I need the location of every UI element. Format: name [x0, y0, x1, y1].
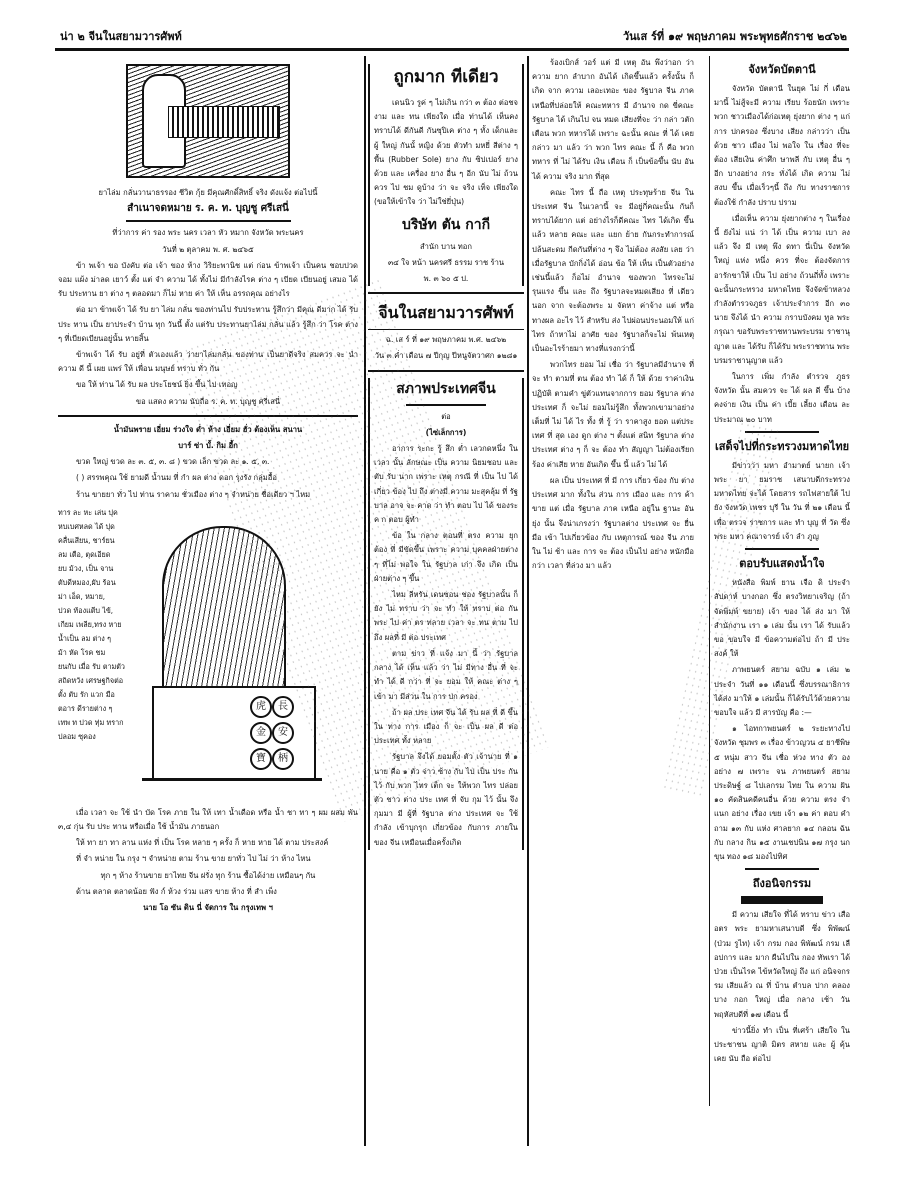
certifier: สำเนาจดหมาย ร. ค. ท. บุญชู ศรีเสนี่ [127, 203, 289, 215]
ailment-item: สถิดหวัง เศรษฐกิจต่อ [58, 675, 124, 685]
product-box [152, 686, 316, 780]
article-subtitle: (ไซ่เล็กการ) [425, 427, 467, 437]
article-paragraph: ข้อ ใน กลาง ตอนที่ ตรง ความ ยุก ต้อง ที่ มีขัดขึ้น เพราะ ความ บุคคลฝ่ายต่าง ๆ ที่ไม่ พอใจ ใน รัฐบาล เก่า จึง เกิด เป็น ฝ่ายต่าง ๆ ขึ้น [374, 531, 518, 583]
letter-paragraph: ข้าพเจ้า ได้ รับ อยู่ที่ ตัวเองแล้ว ว่ายาไล่มกลั่น ของท่าน เป็นยาดีจริง สมควร จะ นำ ความ ดี นี้ เผย แพร่ ให้ เพื่อน มนุษย์ ทราบ ทั่ว กัน [58, 350, 358, 374]
article-paragraph: รัฐบาล จึงได้ ยอมตั้ง ตัว เจ้านาย ที่ ๑ นาย คือ ๑ ตัว จ่าว ซ้าง กับ ไป เป็น ประ กัน ไว้ กับ พวก ไทร เต็ก จะ ให้พวก ไทร ปล่อย ตัว ชาว ต่าง ประ เทศ ที่ จับ กุม ไว้ นั้น จึงกุมมา มี ผู้ที่ รัฐบาล ต่าง ประเทศ จะ ใช้ กำลัง เข้าบุกรุก เกี่ยวข้อง กับการ ภายใน ของ จีน เหมือนเมื่อครั้งเกิด [374, 752, 518, 847]
running-head [60, 27, 847, 47]
ailment-item: เกียม เพลีย,ทรง หาย [58, 619, 122, 629]
ground-line [142, 778, 322, 781]
letter-paragraph: ขอ ให้ ท่าน ได้ รับ ผล ประโยชน์ ยิ่ง ขึ้น ไป เทอญ [76, 380, 238, 390]
company-name: บริษัท ตัน กากี [401, 216, 491, 233]
news-paragraph: ข่าวนี้ยิ่ง ทำ เป็น ที่เศร้า เสียใจ ในประชาชน ญาติ มิตร สหาย และ ผู้ คุ้น เคย นับ ถือ ต่อไป [714, 1025, 850, 1064]
letter-paragraph: ต่อ มา ข้าพเจ้า ได้ รับ ยา ไล่ม กลั่น ของท่านไป รับประทาน รู้สึกว่า มีคุณ ดีมาก ได้ รับ ประ ทาน เป็น ยาประจำ บ้าน ทุก วันนี้ ตั้ง แต่รับ ประทานยาไล่ม กลั่น แล้ว รู้สึก ว่า โรค ต่าง ๆ ที่เบียดเบียนอยู่นั้น หายสิ้น [58, 305, 358, 343]
ailment-item: ปลอม ซุคอง [58, 731, 96, 741]
news-paragraph: มี ความ เสียใจ ที่ได้ ทราบ ข่าว เสือ อตร พระ ยามหาเสนาบดี ซึ่ง พิพัฒน์ (ป่วม รูไท) เจ้า กรม กอง พิพัฒน์ กรม เลือปการ และ มาก ผืนไปใน กอง ทัพเรา ได้ ป่วย เป็นไรค ไข้หวัดใหญ่ ถึง แก่ อนิจจกรรม เสียแล้ว ณ ที่ บ้าน ตำบล ปาก คลอง บาง กอก ใหญ่ เมื่อ กลาง เช้า วัน พฤหัสบดีที่ ๑๗ เดือน นี้ [714, 910, 850, 1019]
article-paragraph: คณะ ไทร นี้ ถือ เหตุ ประทุษร้าย จีน ในประเทศ จีน ในเวลานี้ จะ มีอยู่กี่คณะนั้น กันก็ ทราบได้ยาก แต่ อย่างไรก็ดีคณะ ไทร ได้เกิด ขึ้นแล้ว หลาย คณะ และ แยก ย้าย กันกระทำการณ์ ปล้นสะดม กีดกันที่ต่าง ๆ จึง ไม่ต้อง สงสัย เลย ว่า เมื่อรัฐบาล บักกิ่งได้ อ่อน ข้อ ให้ เห็น เป็นตัวอย่างเช่นนี้แล้ว ก็อไม่ อำนาจ ของพวก ไทรจะไม่ รุนแรง ขึ้น และ ถึง รัฐบาลจะหมดเสียง ที่ เดียว นอก จาก จะต้องพระ ม จัดหา ค่าจ้าง แต่ หรือ ทางผล อะไร ไว้ สำหรับ ส่ง ไปผ่อนประนอมให้ แก่ไทร ถ้าหาไม่ อาศัย ของ รัฐบาลก็จะไม่ พ้นเหตุเป็นอะไรร้ายมา ทางที่แรงกว่านี้ [532, 187, 694, 354]
news-paragraph: เมื่อเห็น ความ ยุ่งยากต่าง ๆ ในเรื่อง นี้ ยังไม่ แน่ ว่า ได้ เป็น ความ เบา ลง แล้ว จึง มี เหตุ พึง ดทา นี่เป็น จังหวัด ใหญ่ แห่ง หนึ่ง ควร ที่จะ ต้องจัดการอารักขาให้ เป็น ไป อย่าง ถ้วนถี่ทั้ง เพราะฉะนั้นกระทรวง มหาดไทย จึงจัดข้าหลวง กำลังตำรวจภูธร เจ้าประจำการ อีก ๓๐ นาย จึงได้ นำ ความ กราบบังคม ทูล พระ กรุณา ขอรับพระราชทานพระบรม ราชานุญาต และ ได้รับ ก็ได้รับ พระราชทาน พระ บรมราชานุญาต แล้ว [714, 213, 850, 365]
article-paragraph: ไหม ลีหรัน เดนซอน ชอง รัฐบาลนั้น ก็ ยัง ไม่ ทราบ ว่า จะ ทำ ให้ ทราบ ต่อ กัน พระ ไป ค่า ตร ทลาย เวลา จะ ทน ตาม ไป ถึง ผลที่ มี ต่อ ประเทศ [374, 590, 518, 642]
chinese-glyph: 安 [272, 722, 294, 744]
section-title-pattani: จังหวัดบัตตานี [748, 63, 816, 76]
header-rule [55, 48, 849, 51]
issue-line: ฉ. เส ร์ ที่ ๑๙ พฤษภาคม พ.ศ. ๒๔๖๒ [385, 335, 507, 345]
chinese-glyph: 長 [272, 696, 294, 718]
column-2 [368, 56, 524, 852]
ailment-list [58, 506, 136, 744]
divider [126, 220, 291, 222]
letter-date: วันที่ ๒ ตุลาคม พ. ศ. ๒๔๖๕ [162, 244, 254, 254]
page-number-and-paper-name: น่า ๒ จีนในสยามวารศัพท์ [60, 30, 182, 43]
agent-line: นาย โอ ซัน ดิน นี่ จัดการ ใน กรุงเทพ ฯ [143, 903, 273, 913]
ad-headline: ถูกมาก ทีเดียว [393, 67, 499, 87]
article-continued: ต่อ [441, 411, 451, 421]
letter-address: ที่ว่าการ ค่า รอง พระ นคร เวลา หัว หมาก จังหวัด พระนคร [112, 228, 304, 238]
ailment-item: ลม เตือ, ตุดเอียด [58, 549, 111, 559]
ailment-item: ปวด ท้องแตีบ ไข้, [58, 605, 114, 615]
article-title: สภาพประเทศจีน [396, 380, 496, 397]
article-paragraph: พวกไทร ยอม ไม่ เชื่อ ว่า รัฐบาลมีอำนาจ ที่จะ ทำ ตามที่ ตน ต้อง ทำ ได้ ก็ ให้ ด้วย ราค่าเงิน ปฏิบัติ ตามคำ ขู่ตัวแทนจากการ ยอม รัฐบาล ต่าง ประเทศ ก็ จะไม่ ยอมไม่รู้สึก ทั้งพวกเขามาอย่าง เต็มที่ ไม่ ได้ ไร ทั้ง ที่ รู้ ว่า ราคาสูง ยอด แต่ประ เทศ ที่ สุด เอง ดูก ต่าง ฯ ตั้งแต่ สนิท รัฐบาล ต่างประเทศ ต่าง ๆ ก็ จะ ต้อง ทำ สัญญา ไม่ต้องเรียก ร้อง ค่าเสีย หาย อันเกิด ขึ้น นี้ แล้ว ไม่ ได้ [532, 360, 694, 469]
divider [368, 292, 524, 294]
article-paragraph: ตาม ข่าว ที่ แจ้ง มา นี้ ว่า รัฐบาล กลาง ได้ เห็น แล้ว ว่า ไม่ มีทาง อื่น ที่ จะ ทำ ได้ ดี กว่า ที่ จะ ยอม ให้ คณะ ต่าง ๆ เข้า มา มีส่วน ใน การ ปก ครอง [374, 648, 518, 701]
illustration-man-with-roll [126, 64, 290, 178]
tiger-balm-ad [58, 506, 358, 806]
usage-line: เมื่อ เวลา จะ ใช้ นำ บัด โรค ภาย ใน ให้ เทา น้ำเดือด หรือ น้ำ ชา ทา ๆ ผม ผสม พัน ๓,๔ กุ่น รับ ประ ทาน หรือเมื่อ ใช้ น้ำมัน ภายนอก [58, 807, 358, 832]
notice-line: ขวด ใหญ่ ขวด ละ ๓. ๕, ๓. ๘ ) ขวด เล็ก ขวด ละ ๑. ๕, ๓. [76, 457, 270, 467]
news-paragraph: ภาพยนตร์ สยาม ฉบับ ๑ เล่ม ๒ ประจำ วันที่ ๑๑ เดือนนี้ ซึ่งบรรณาธิการได้ส่ง มาให้ ๑ เล่มนั้น ก็ได้รับไว้ด้วยความขอบใจ แล้ว มี สารบัญ คือ :— [714, 665, 850, 717]
chinese-glyph: 金 [250, 722, 272, 744]
usage-line: ทุก ๆ ห้าง ร้านขาย ยาไทย จีน ฝรั่ง ทุก ร้าน ซื้อได้ง่าย เหมือนๆ กัน [100, 870, 316, 880]
ailment-item: คลื่นเสียน, ชาร์ยน [58, 535, 115, 545]
column-divider [709, 56, 710, 1106]
usage-line: ให้ ทา ยา ทา ลาน แห่ง ที่ เป็น โรค หลาย ๆ ครั้ง ก็ หาย หาย ได้ ตาม ประสงค์ [76, 838, 329, 848]
ailment-item: ตับดีหมอง,ผับ ร้อน [58, 577, 116, 587]
article-paragraph: อาการ ระกะ รู้ สึก ต่ำ เลวกดหนึ่ง ในเวลา นั้น ลักษณะ เป็น ความ นิยมชอบ และ ตับ รับ นาก เพราะ เหตุ กรณี ที่ เป็น ไป ได้ เกี่ยว ข้อง ไป ถึง ต่างมี ความ มะสุคลุ้ม ที่ รัฐ บาล อาจ จะ คาด ว่า ทำ ตอบ ไป ได้ ของระ ค ก ตอบ ผู้ทำ [374, 444, 518, 525]
ailment-item: ยนกับ เมื่อ รับ ตามตัว [58, 661, 125, 671]
section-title-interior-ministry: เสด็จไปที่กระทรวงมหาดไทย [714, 439, 850, 453]
ailment-item: น้ำเป็น ลม ต่าง ๆ [58, 633, 111, 643]
notice-line: ( ) สรรพคุณ ใช้ ยามดี น้ำนม ที่ กำ ผล ต่าง ดอก รุงรัง กลุ่มอื้อ [76, 473, 277, 483]
company-address: ๓๔ ใจ หน้า นครศรี ธรรม ราช ร้าน [387, 257, 505, 267]
ailment-item: ม่า เอ็ด, หมาย, [58, 591, 106, 601]
issue-date: วันเส ร์ที่ ๑๙ พฤษภาคม พระพุทธศักราช ๒๔๖๒ [622, 30, 847, 43]
usage-line: ด้าน ตลาด ตลาดน้อย ฟัง ก์ ห้วง ร่วม แสร ขาย ห้าง ที่ สำ เพ็ง [76, 886, 277, 896]
ailment-item: ตอาร ดีรายต่าง ๆ [58, 703, 113, 713]
column-4-news [714, 56, 850, 1068]
notice-subtitle: บาร์ ซ่า บั้. กิม อี้ก [178, 441, 238, 451]
news-paragraph: หนังสือ พิมพ์ ยาน เจือ ดิ ประจำ สัปดาห์ บางกอก ซึ่ง ตรงวิทยาเจริญ (ถ้าจัดพิมพ์ ขยาย) เจ้า ของ ได้ ส่ง มา ให้ สำนักงาน เรา ๑ เล่ม นั้น เรา ได้ รับแล้ว ขอ ขอบใจ มี ข้อความต่อไป ถ้า มี ประ สงค์ ให้ [714, 578, 850, 659]
ailment-item: ตั้ง ตับ รัก แวก มือ [58, 689, 115, 699]
tiger-illustration [142, 526, 322, 786]
chinese-glyph: 虎 [250, 696, 272, 718]
news-paragraph: ในการ เพิ่ม กำลัง ตำรวจ ภูธร จังหวัด นั้น สมควร จะ ได้ ผล ดี ขึ้น บ้าง คงจ่าย เงิน เป็น ค่า เบี้ย เลี้ยง เดือน ละ ประมาณ ๒๐ บาท [714, 372, 850, 424]
mourning-bar [741, 896, 823, 904]
notice-title: น้ำมันพราย เอี่ยม ร่วงใจ ด่ำ ห้าง เอี่ยม ฮั่ว ต้องเห็น สนาน [113, 424, 303, 434]
chinese-glyph: 柄 [272, 748, 294, 770]
rubber-goods-ad [368, 64, 524, 286]
column-3-article-continuation [532, 56, 694, 575]
chinese-glyph: 寶 [250, 748, 272, 770]
divider [368, 329, 524, 330]
divider [58, 415, 358, 417]
news-paragraph: ๑ ไอทกาพยนตร์ ๒ ระยะทางไปจังหวัด ชุมพร ๓ เรื่อง ข้าวญวน ๔ ยาชีพิษ ๕ หนุ่ม สาว จีน เชื่อ ห่วง ทาง ตัว อง อย่าง ๗ เพราะ จน ภาพยนตร์ สยาม ประดิษฐ์ ๘ ไปเลกรม ไทย ใน ความ ฝัน ๑๐ คัดสินคดีคนอื่น ด้วย ความ ตรง จำ แนก อย่าง เรื่อง เขย เจ้า ๑๒ ค่า ตอบ คำ ถาม ๑๓ กับ แห่ง ศาลยาก ๑๔ กลอน ฉัน กับ กลาง กิน ๑๕ งานเชปนิน ๑๗ กรุง นก ขุน ทอง ๑๘ มองไปทิศ [714, 724, 850, 861]
article-paragraph: ถ้า ผล ประ เทศ จีน ได้ รับ ผล ที่ ดี ขึ้น ใน ทาง การ เมือง ก็ จะ เป็น ผล ดี ต่อ ประเทศ ทั้ง หลาย [374, 707, 518, 746]
column-divider [527, 56, 529, 1146]
divider [745, 431, 820, 433]
signature: ขอ แสดง ความ นับถือ ร. ค. ท. บุญชู ศรีเสนี่ [135, 396, 281, 406]
article-paragraph: ผล เป็น ประเทศ ที่ มี การ เกี่ยว ข้อง กับ ต่าง ประเทศ มาก ทั้งใน ส่วน การ เมือง และ การ ค้า ขาย แต่ เมื่อ รัฐบาล ภาค เหนือ อยู่ใน ฐานะ อัน ยุ่ง นั้น จึงน่าเกรงว่า รัฐบาลต่าง ประเทศ จะ ยื่นมือ เข้า ไปเกี่ยวข้อง กับ เหตุการณ์ ของ จีน ภาย ใน ไม่ ช้า และ การ จะ ต้อง เป็นไป อย่าง หนักมือ กว่า เวลา ที่ล่วง มา แล้ว [532, 475, 694, 571]
ailment-item: หบเบศหลด ได้ ปุด [58, 521, 115, 531]
news-paragraph: มีข่าวว่า มหา อำมาตย์ นายก เจ้า พระ ยา ยมราช เสนาบดีกระทรวง มหาดไทย จะได้ โดยสาร รถไฟสายใต้ ไป ยัง จังหวัด เพชร บุรี ใน วัน ที่ ๒๑ เดือน นี้ เพื่อ ตรวจ ราชการ และ ทำ บุญ ที่ วัด ซึ่ง พระ มหา คณาจารย์ เจ้า ลำ ภูญ [714, 460, 850, 541]
letter-paragraph: ข้า พเจ้า ขอ บังคับ ต่อ เจ้า ของ ห้าง วิริยะพานิช แต่ ก่อน ข้าพเจ้า เป็นคน ชอบปวด จอม แผ้ง ม่าลด เยาว์ ตั้ง แต่ จำ ความ ได้ ทั้งไม่ มีกำลังไรค ต่าง ๆ เบียด เบียนอยู่ เสมอ ได้ รับ ประทาน ยา ต่าง ๆ ตลอดมา ก็ไม่ หาย ค่า ให้ เห็น อรรถคุณ อย่างไร [58, 260, 358, 299]
ad-caption: ยาไล่ม กลั่นวานาธรรอง ชีวิต กุ้ย มีคุณศักดิ์สิทธิ์ จริง ดังแจ้ง ต่อไปนี้ [98, 188, 318, 197]
divider [368, 370, 524, 372]
company-phone: พ. ๓ ๖๐ ๕ ป. [423, 274, 469, 284]
usage-line: ที่ จำ หน่าย ใน กรุง ฯ จำหน่าย ตาม ร้าน ขาย ยาทั่ว ไป ไม่ ว่า ห้าง ไหน [76, 854, 311, 864]
divider [745, 868, 820, 870]
ailment-item: ม้า หัด โรค ชม [58, 647, 106, 657]
section-title-obituary: ถึงอนิจกรรม [752, 877, 812, 891]
article-paragraph: ร้องเบิกส์ วอร์ แต่ มี เหตุ อัน พึงว่าอก ว่า ความ ยาก ลำบาก อันได้ เกิดขึ้นแล้ว ครั้งนั้น ก็ เกิด จาก ความ เลอะเทอะ ของ รัฐบาล จีน ภาค เหนือที่ปล่อยให้ คณะทหาร มี อำนาจ กด ขี่คณะ รัฐบาล ได้ เกินไป จน หมด เสียงที่จะ ว่า กล่า วตักเตือน พวก ทหารได้ เพราะ ฉะนั้น คณะ ที่ ได้ เคย กล่าว มา แล้ว ว่า พวก ไทร คณะ นี้ ก็ คือ พวก ทหาร ที่ ไม่ ได้รับ เงิน เดือน ก็ เป็นข้อขึ้น นับ อันได้ ความ จริง มาก ที่สุด [532, 58, 694, 181]
notice-line: ร้าน ขายยา ทั่ว ไป ท่าน ราคาม ชั่วเมือง ต่าง ๆ จำหน่าย ชื่อเดียว ฯ ไหม [76, 489, 311, 499]
issue-line: วัน ๓ ค่ำ เดือน ๗ ปีกุญ ปีหนูจัตวาศก ๑๒๘๑ [374, 351, 518, 361]
ailment-item: ทาร ละ หะ เล่น ปุค [58, 507, 118, 517]
section-title-acknowledgement: ตอบรับแสดงน้ำใจ [739, 557, 825, 571]
divider [745, 548, 820, 550]
company-branch: สำนัก บาน ทอก [420, 241, 472, 251]
divider [406, 404, 485, 406]
ailment-item: ยบ ม้วง, เป็น จาน [58, 563, 114, 573]
news-paragraph: จังหวัด บัตตานี ในยุค ไม่ กี่ เดือน มานี้ ไม่สู้จะมี ความ เรียบ ร้อยนัก เพราะ พวก ชาวเมืองได้ก่อเหตุ ยุ่งยาก ต่าง ๆ แก่ การ ปกครอง ซึ่งบาง เสียง กล่าวว่า เป็น ด้วย ชาว เมือง ไม่ พอใจ ใน เรื่อง ที่จะ ต้อง เสียเงิน ค่าศึก ษาพลี กับ เหตุ อื่น ๆ อีก บางอย่าง กระ ทั่งได้ เกิด ความ ไม่ สงบ ขึ้น เมื่อเร็วๆนี้ ถึง กับ ทางราชการ ต้องใช้ กำลัง ปราบ ปราม [714, 84, 850, 207]
newspaper-masthead: จีนในสยามวารศัพท์ [378, 303, 514, 323]
column-1-advertisement [58, 56, 358, 917]
ailment-item: เทพ ท ปวด ทุ่ม ทราก [58, 717, 124, 727]
editorial-article [368, 378, 524, 850]
ad-body: เดนนิว รูค่ ๆ ไม่เกิน กว่า ๓ ต้อง ต่อชจ งาม และ ทน เพียงใด เมื่อ ท่านได้ เห็นคงทราบได้ ดีกันดี กันซุปิเค ต่าง ๆ ทั้ง เด็กและ ผู้ ใหญ่ กันนั้ หญิง ด้วย ตัวทำ มหยี่ สีต่าง ๆ พื้น (Rubber Sole) ยาง กับ ซิปเปอร์ ยาง ด้วย และ เครื่อง ยาง อื่น ๆ อีก นับ ไม่ ถ้วน ควร ไป ชม ดูบ้าง ว่า จะ จริง เท็จ เพียงใด (ขอให้เข้าใจ ว่า ไม่ใช่ยี่ปุ่น) [374, 98, 518, 207]
column-divider [364, 56, 366, 1146]
cloth-roll-icon [168, 106, 280, 138]
